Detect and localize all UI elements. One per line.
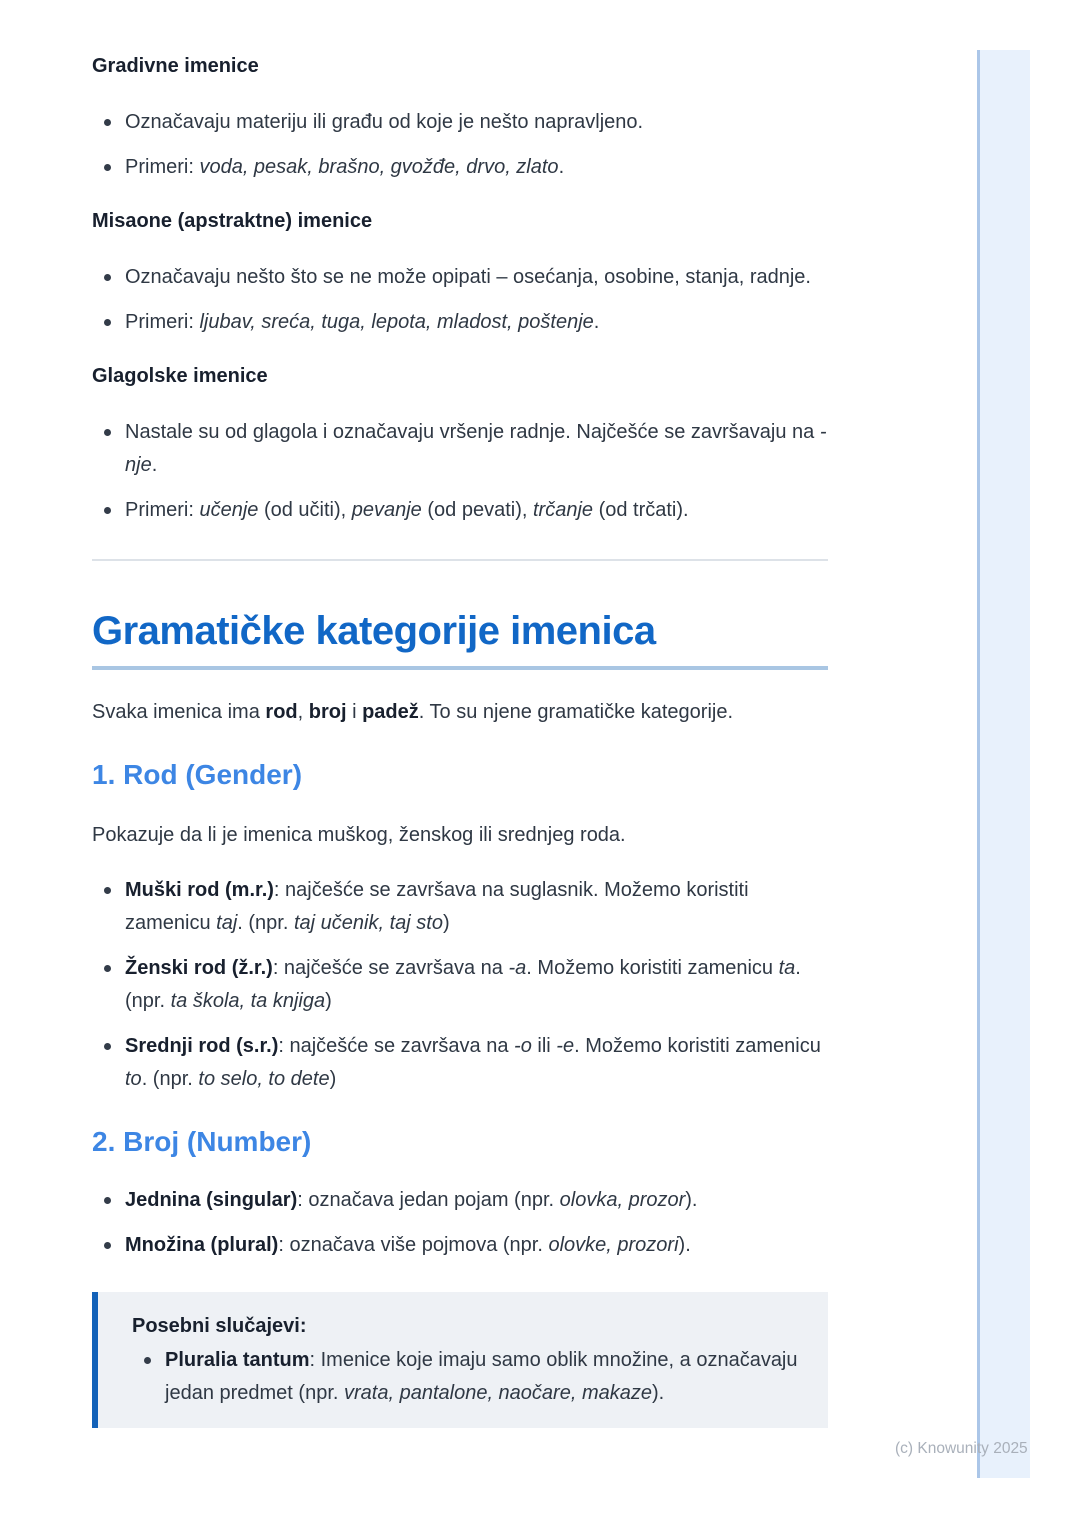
list-item [92,261,828,294]
document-body [92,0,828,1428]
text-run: -e [556,1035,575,1057]
text-run: ta [778,957,796,979]
list-glagolske-imenice [92,416,828,527]
text-run: (od trčati). [593,499,689,521]
list-item [92,1030,828,1096]
text-run: , [297,701,309,723]
text-run: Misaone (apstraktne) imenice [92,210,373,232]
text-run: . (npr. [141,1068,199,1090]
list-item [132,1344,798,1410]
text-run: : najčešće se završava na [278,1035,515,1057]
text-run: Primeri: [125,156,200,178]
list-item [92,494,828,527]
text-run: ta škola, ta knjiga [170,990,326,1012]
text-run: Svaka imenica ima [92,701,266,723]
text-run: Nastale su od glagola i označavaju vršenje radnje. Najčešće se završavaju na [125,421,820,443]
text-run: Jednina (singular) [125,1189,298,1211]
text-run: ) [325,990,332,1012]
list-item [92,1184,828,1217]
list-gradivne-imenice [92,106,828,184]
text-run: taj [216,912,238,934]
text-run: ). [651,1382,665,1404]
text-run: Gramatičke kategorije imenica [92,609,656,653]
text-run: . [593,311,600,333]
text-run: Označavaju materiju ili građu od koje je nešto napravljeno. [125,111,644,133]
text-run: trčanje [532,499,594,521]
text-run: Množina (plural) [125,1234,279,1256]
text-run: 1. Rod (Gender) [92,759,303,790]
text-run: . [558,156,565,178]
text-run: 2. Broj (Number) [92,1126,312,1157]
list-item [92,151,828,184]
text-run: to [125,1068,142,1090]
text-run: . Možemo koristiti zamenicu [574,1035,821,1057]
text-run: (od učiti), [258,499,352,521]
text-run: : najčešće se završava na suglasnik. Možemo koristiti zamenicu [125,879,749,934]
text-run: : najčešće se završava na [272,957,509,979]
knowunity-watermark: (c) Knowunity 2025 [895,1440,1028,1457]
text-run: broj [308,701,347,723]
heading-misaone-imenice [92,208,828,234]
callout-posebni-slucajevi [92,1292,828,1428]
list-broj [92,1184,828,1262]
text-run: (od pevati), [421,499,533,521]
text-run: to selo, to dete [198,1068,330,1090]
text-run: -nje [125,421,827,476]
text-run: rod [265,701,298,723]
list-item [92,106,828,139]
text-run: . [151,454,158,476]
list-item [92,1229,828,1262]
list-item [92,306,828,339]
text-run: . To su njene gramatičke kategorije. [418,701,734,723]
text-run: Označavaju nešto što se ne može opipati – osećanja, osobine, stanja, radnje. [125,266,811,288]
text-run: taj učenik, taj sto [293,912,443,934]
text-run: i [346,701,363,723]
text-run: : označava jedan pojam (npr. [297,1189,560,1211]
text-run: Pluralia tantum [165,1349,310,1371]
intro-paragraph [92,696,828,729]
text-run: učenje [199,499,259,521]
text-run: : označava više pojmova (npr. [278,1234,549,1256]
text-run: ) [329,1068,337,1090]
list-item [92,952,828,1018]
text-run: Pokazuje da li je imenica muškog, ženskog ili srednjeg roda. [92,824,626,846]
text-run: : Imenice koje imaju samo oblik množine, a označavaju jedan predmet (npr. [165,1349,798,1404]
text-run: vrata, pantalone, naočare, makaze [344,1382,652,1404]
text-run: olovke, prozori [548,1234,679,1256]
heading-broj-number [92,1124,828,1160]
list-misaone-imenice [92,261,828,339]
text-run: Muški rod (m.r.) [125,879,274,901]
text-run: -a [508,957,527,979]
page-title [92,606,828,656]
list-item [92,416,828,482]
text-run: ljubav, sreća, tuga, lepota, mladost, poštenje [199,311,594,333]
text-run: . (npr. [237,912,294,934]
text-run: Ženski rod (ž.r.) [125,957,273,979]
text-run: ). [685,1189,698,1211]
page-margin-rail [977,50,1030,1478]
heading-glagolske-imenice [92,363,828,389]
text-run: ili [531,1035,557,1057]
text-run: Primeri: [125,311,200,333]
section-divider [92,559,828,561]
rod-paragraph [92,819,828,852]
text-run: olovka, prozor [559,1189,686,1211]
text-run: pevanje [351,499,422,521]
text-run: Srednji rod (s.r.) [125,1035,279,1057]
text-run: ). [678,1234,691,1256]
text-run: Glagolske imenice [92,365,268,387]
callout-title: Posebni slučajevi: [132,1315,307,1337]
text-run: ) [442,912,450,934]
text-run: Primeri: [125,499,200,521]
heading-gradivne-imenice [92,53,828,79]
text-run: Gradivne imenice [92,55,259,77]
text-run: . (npr. [125,957,801,1012]
title-underline [92,666,828,670]
text-run: . Možemo koristiti zamenicu [526,957,779,979]
text-run: padež [362,701,419,723]
text-run: -o [514,1035,532,1057]
list-item [92,874,828,940]
text-run: voda, pesak, brašno, gvožđe, drvo, zlato [199,156,559,178]
list-rod [92,874,828,1096]
callout-list [132,1344,798,1410]
heading-rod-gender [92,757,828,793]
